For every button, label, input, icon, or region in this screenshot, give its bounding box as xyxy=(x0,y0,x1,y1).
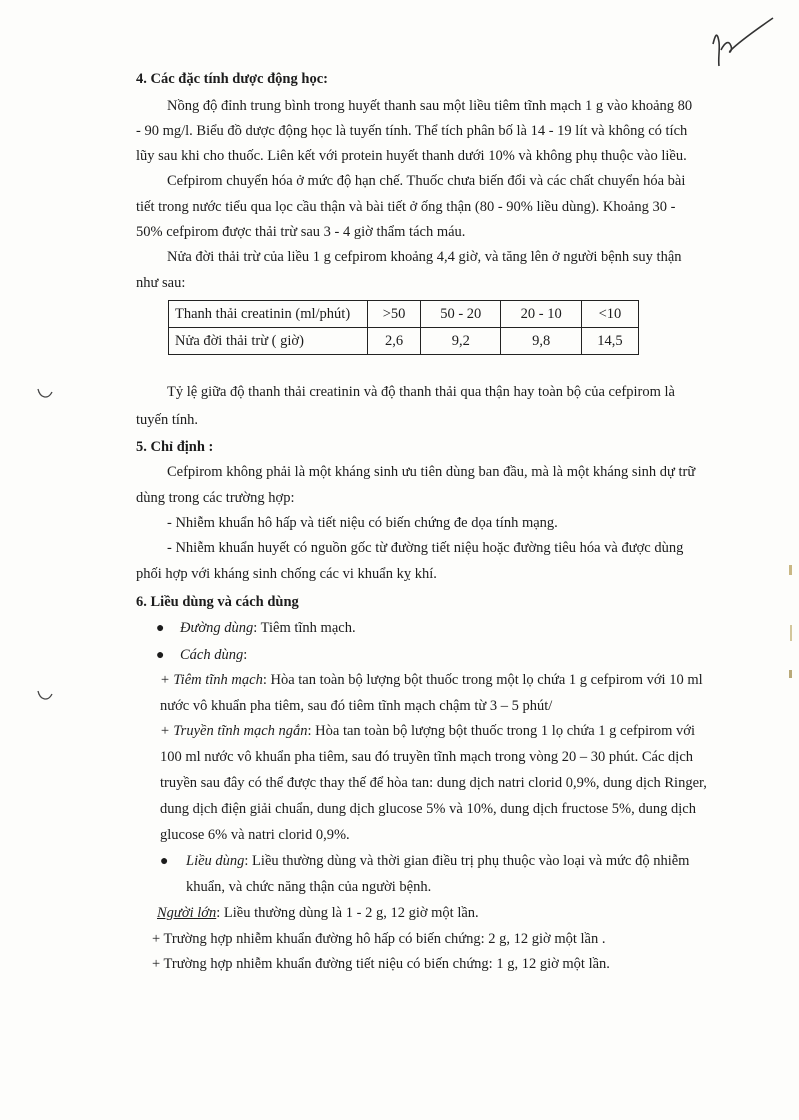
table-cell: >50 xyxy=(368,301,421,328)
infusion-line1 xyxy=(160,722,695,740)
route-line xyxy=(180,619,356,637)
table-cell: 9,8 xyxy=(501,328,581,355)
method-label: Cách dùng xyxy=(180,647,244,663)
dose-label: Liều dùng xyxy=(186,853,245,869)
table-cell: Thanh thải creatinin (ml/phút) xyxy=(169,301,368,328)
s4-p4-line2: tuyến tính. xyxy=(136,412,199,428)
iv-text: : Hòa tan toàn bộ lượng bột thuốc trong một lọ chứa 1 g cefpirom với 10 ml xyxy=(262,672,703,688)
route-label: Đường dùng xyxy=(180,620,254,636)
edge-speck xyxy=(789,670,792,678)
edge-speck xyxy=(790,625,792,641)
iv-line1 xyxy=(160,671,703,689)
s4-p3-line2: như sau: xyxy=(136,275,186,291)
dose-line2: khuẩn, và chức năng thận của người bệnh. xyxy=(186,879,432,895)
case-1: + Trường hợp nhiễm khuẩn đường hô hấp có biến chứng: 2 g, 12 giờ một lần . xyxy=(152,931,606,947)
bullet-icon: ● xyxy=(160,854,169,869)
case-2: + Trường hợp nhiễm khuẩn đường tiết niệu có biến chứng: 1 g, 12 giờ một lần. xyxy=(152,956,610,972)
adult-line xyxy=(157,904,479,922)
punch-hole-mark xyxy=(36,386,54,402)
dose-line1 xyxy=(186,852,689,870)
infusion-label: + Truyền tĩnh mạch ngắn xyxy=(160,723,308,739)
edge-speck xyxy=(789,565,792,575)
iv-line2: nước vô khuẩn pha tiêm, sau đó tiêm tĩnh mạch chậm từ 3 – 5 phút/ xyxy=(160,698,553,714)
s4-p1-line3: lũy sau khi cho thuốc. Liên kết với protein huyết thanh dưới 10% và không phụ thuộc vào liều. xyxy=(136,148,687,164)
s4-p1-line1: Nồng độ đỉnh trung bình trong huyết thanh sau một liều tiêm tĩnh mạch 1 g vào khoảng 80 xyxy=(167,98,693,114)
s4-p2-line1: Cefpirom chuyển hóa ở mức độ hạn chế. Thuốc chưa biến đổi và các chất chuyển hóa bài xyxy=(167,173,686,189)
s4-p3-line1: Nửa đời thải trừ của liều 1 g cefpirom khoảng 4,4 giờ, và tăng lên ở người bệnh suy thận xyxy=(167,249,682,265)
section-5-heading: 5. Chỉ định : xyxy=(136,439,214,455)
table-cell: Nửa đời thải trừ ( giờ) xyxy=(169,328,368,355)
s5-p1-line1: Cefpirom không phải là một kháng sinh ưu tiên dùng ban đầu, mà là một kháng sinh dự trữ xyxy=(167,464,696,480)
route-value: : Tiêm tĩnh mạch. xyxy=(253,620,356,636)
method-colon: : xyxy=(243,647,248,663)
infusion-line2: 100 ml nước vô khuẩn pha tiêm, sau đó truyền tĩnh mạch trong vòng 20 – 30 phút. Các dịch xyxy=(160,749,694,765)
infusion-text: : Hòa tan toàn bộ lượng bột thuốc trong 1 lọ chứa 1 g cefpirom với xyxy=(307,723,695,739)
infusion-line3: truyền sau đây có thể được thay thế để hòa tan: dung dịch natri clorid 0,9%, dung dịch Ringer, xyxy=(160,775,707,791)
s4-p2-line3: 50% cefpirom được thải trừ sau 3 - 4 giờ thẩm tách máu. xyxy=(136,224,466,240)
infusion-line5: glucose 6% và natri clorid 0,9%. xyxy=(160,827,350,843)
table-cell: 2,6 xyxy=(368,328,421,355)
s5-p1-line2: dùng trong các trường hợp: xyxy=(136,490,295,506)
method-line xyxy=(180,646,247,664)
adult-text: : Liều thường dùng là 1 - 2 g, 12 giờ một lần. xyxy=(216,905,479,921)
bullet-icon: ● xyxy=(156,648,165,663)
table-cell: <10 xyxy=(581,301,638,328)
iv-label: + Tiêm tĩnh mạch xyxy=(160,672,263,688)
initial-signature xyxy=(707,14,777,76)
s5-item-1: - Nhiễm khuẩn hô hấp và tiết niệu có biến chứng đe dọa tính mạng. xyxy=(167,515,558,531)
half-life-table xyxy=(168,300,639,355)
s4-p4-line1: Tỷ lệ giữa độ thanh thải creatinin và độ thanh thải qua thận hay toàn bộ của cefpirom là xyxy=(167,384,675,400)
table-row xyxy=(169,301,639,328)
infusion-line4: dung dịch điện giải chuẩn, dung dịch glucose 5% và 10%, dung dịch fructose 5%, dung dịch xyxy=(160,801,696,817)
section-6-heading: 6. Liều dùng và cách dùng xyxy=(136,594,299,610)
s5-item-2-line2: phối hợp với kháng sinh chống các vi khuẩn kỵ khí. xyxy=(136,566,437,582)
s4-p2-line2: tiết trong nước tiểu qua lọc cầu thận và bài tiết ở ống thận (80 - 90% liều dùng). Khoảng 30 - xyxy=(136,199,676,215)
table-cell: 9,2 xyxy=(421,328,501,355)
s5-item-2-line1: - Nhiễm khuẩn huyết có nguồn gốc từ đường tiết niệu hoặc đường tiêu hóa và được dùng xyxy=(167,540,684,556)
section-4-heading: 4. Các đặc tính dược động học: xyxy=(136,71,328,87)
adult-label: Người lớn xyxy=(157,905,217,921)
table-cell: 20 - 10 xyxy=(501,301,581,328)
table-cell: 50 - 20 xyxy=(421,301,501,328)
dose-text: : Liều thường dùng và thời gian điều trị phụ thuộc vào loại và mức độ nhiễm xyxy=(244,853,690,869)
punch-hole-mark xyxy=(36,688,54,704)
s4-p1-line2: - 90 mg/l. Biểu đồ dược động học là tuyến tính. Thể tích phân bố là 14 - 19 lít và không có tích xyxy=(136,123,688,139)
table-cell: 14,5 xyxy=(581,328,638,355)
table-row xyxy=(169,328,639,355)
bullet-icon: ● xyxy=(156,621,165,636)
